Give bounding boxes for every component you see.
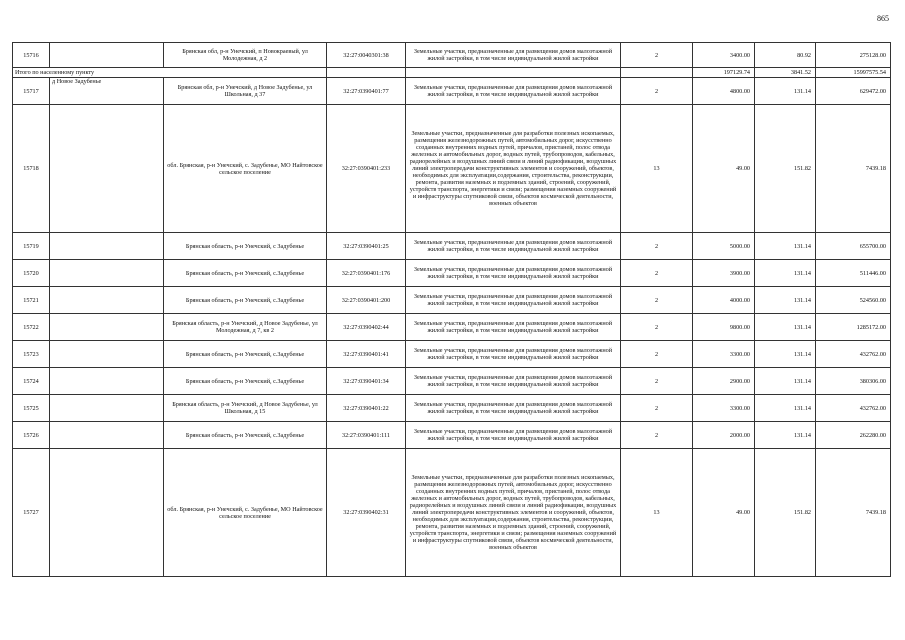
address-cell: Брянская область, р-н Унечский, с.Задубенье (164, 368, 327, 395)
address-cell: Брянская обл, р-н Унечский, п Новокраевый, ул Молодежная, д 2 (164, 43, 327, 68)
cadastral-number: 32:27:0390401:200 (327, 287, 406, 314)
row-number: 15725 (13, 395, 50, 422)
land-use-description: Земельные участки, предназначенные для размещения домов малоэтажной жилой застройки, в том числе индивидуальной жилой застройки (406, 233, 621, 260)
cadastral-number: 32:27:0390401:25 (327, 233, 406, 260)
use-group-code: 2 (621, 368, 693, 395)
address-cell: Брянская область, р-н Унечский, с.Задубенье (164, 422, 327, 449)
table-row (13, 449, 891, 577)
cadastral-value-cell: 432762.00 (816, 395, 891, 422)
row-number: 15716 (13, 43, 50, 68)
table-row (13, 233, 891, 260)
cadastral-number: 32:27:0390401:111 (327, 422, 406, 449)
cadastral-value-cell: 262280.00 (816, 422, 891, 449)
area-cell: 49.00 (693, 105, 755, 233)
table-row (13, 341, 891, 368)
land-use-description: Земельные участки, предназначенные для размещения домов малоэтажной жилой застройки, в том числе индивидуальной жилой застройки (406, 314, 621, 341)
use-group-code: 13 (621, 449, 693, 577)
cadastral-value-cell: 275128.00 (816, 43, 891, 68)
cadastral-number: 32:27:0040301:38 (327, 43, 406, 68)
use-group-code: 2 (621, 78, 693, 105)
cadastral-number: 32:27:0390402:44 (327, 314, 406, 341)
area-cell: 2900.00 (693, 368, 755, 395)
specific-value-cell: 131.14 (755, 233, 816, 260)
address-cell: Брянская область, р-н Унечский, с Задубенье (164, 233, 327, 260)
use-group-code: 2 (621, 287, 693, 314)
area-cell: 3400.00 (693, 43, 755, 68)
row-number: 15719 (13, 233, 50, 260)
row-number: 15717 (13, 78, 50, 105)
subtotal-label: Итого по населенному пункту (13, 68, 327, 78)
land-use-description: Земельные участки, предназначенные для разработки полезных ископаемых, размещения железнодорожных путей, автомобильных дорог, искусственно созданных внутренних водных путей, причалов, пристаней, полос отвода железных и автомобильных дорог, водных путей, трубопроводов, кабельных, радиорелейных и воздушных линий связи и линий радиофикации, воздушных линий электропередачи конструктивных элементов и сооружений, объектов, необходимых для эксплуатации,содержания, строительства, реконструкции, ремонта, развития наземных и подземных зданий, строений, сооружений, устройств транспорта, энергетики и связи; размещения наземных сооружений и инфраструктуры спутниковой связи, объектов космической деятельности, военных объектов (406, 105, 621, 233)
row-number: 15727 (13, 449, 50, 577)
locality-cell (50, 395, 164, 422)
cadastral-number: 32:27:0390401:41 (327, 341, 406, 368)
address-cell: Брянская область, р-н Унечский, д Новое Задубенье, ул Молодежная, д 7, кв 2 (164, 314, 327, 341)
specific-value-cell: 131.14 (755, 260, 816, 287)
locality-cell: д Новое Задубенье (50, 78, 164, 105)
specific-value-cell: 131.14 (755, 341, 816, 368)
subtotal-area: 197129.74 (693, 68, 755, 78)
address-cell: Брянская область, р-н Унечский, с.Задубенье (164, 287, 327, 314)
subtotal-specific-value: 3841.52 (755, 68, 816, 78)
row-number: 15721 (13, 287, 50, 314)
table-row (13, 422, 891, 449)
locality-cell (50, 341, 164, 368)
area-cell: 3300.00 (693, 395, 755, 422)
subtotal-row (13, 68, 891, 78)
table-row (13, 260, 891, 287)
cadastral-value-cell: 7439.18 (816, 449, 891, 577)
locality-cell (50, 422, 164, 449)
area-cell: 5000.00 (693, 233, 755, 260)
specific-value-cell: 80.92 (755, 43, 816, 68)
address-cell: Брянская область, р-н Унечский, д Новое Задубенье, ул Школьная, д 15 (164, 395, 327, 422)
area-cell: 3900.00 (693, 260, 755, 287)
specific-value-cell: 131.14 (755, 78, 816, 105)
land-use-description: Земельные участки, предназначенные для размещения домов малоэтажной жилой застройки, в том числе индивидуальной жилой застройки (406, 287, 621, 314)
row-number: 15722 (13, 314, 50, 341)
table-row (13, 395, 891, 422)
locality-cell (50, 368, 164, 395)
locality-cell (50, 314, 164, 341)
locality-cell (50, 43, 164, 68)
address-cell: обл. Брянская, р-н Унечский, с. Задубенье, МО Найтовское сельское поселение (164, 449, 327, 577)
table-row (13, 105, 891, 233)
land-use-description: Земельные участки, предназначенные для размещения домов малоэтажной жилой застройки, в том числе индивидуальной жилой застройки (406, 395, 621, 422)
address-cell: Брянская область, р-н Унечский, с.Задубенье (164, 341, 327, 368)
area-cell: 4800.00 (693, 78, 755, 105)
land-use-description: Земельные участки, предназначенные для разработки полезных ископаемых, размещения железнодорожных путей, автомобильных дорог, искусственно созданных внутренних водных путей, причалов, пристаней, полос отвода железных и автомобильных дорог, водных путей, трубопроводов, кабельных, радиорелейных и воздушных линий связи и линий радиофикации, воздушных линий электропередачи конструктивных элементов и сооружений, объектов, необходимых для эксплуатации,содержания, строительства, реконструкции, ремонта, развития наземных и подземных зданий, строений, сооружений, устройств транспорта, энергетики и связи; размещения наземных сооружений и инфраструктуры спутниковой связи, объектов космической деятельности, военных объектов (406, 449, 621, 577)
row-number: 15718 (13, 105, 50, 233)
cadastral-number: 32:27:0390401:34 (327, 368, 406, 395)
locality-cell (50, 260, 164, 287)
address-cell: обл. Брянская, р-н Унечский, с. Задубенье, МО Найтовское сельское поселение (164, 105, 327, 233)
address-cell: Брянская обл, р-н Унечский, д Новое Задубенье, ул Школьная, д 37 (164, 78, 327, 105)
locality-cell (50, 287, 164, 314)
row-number: 15720 (13, 260, 50, 287)
area-cell: 49.00 (693, 449, 755, 577)
row-number: 15726 (13, 422, 50, 449)
land-use-description: Земельные участки, предназначенные для размещения домов малоэтажной жилой застройки, в том числе индивидуальной жилой застройки (406, 368, 621, 395)
specific-value-cell: 131.14 (755, 314, 816, 341)
specific-value-cell: 131.14 (755, 287, 816, 314)
cadastral-number: 32:27:0390401:22 (327, 395, 406, 422)
use-group-code: 13 (621, 105, 693, 233)
land-use-description: Земельные участки, предназначенные для размещения домов малоэтажной жилой застройки, в том числе индивидуальной жилой застройки (406, 341, 621, 368)
table-row (13, 78, 891, 105)
area-cell: 3300.00 (693, 341, 755, 368)
table-row (13, 314, 891, 341)
cadastral-value-cell: 7439.18 (816, 105, 891, 233)
use-group-code: 2 (621, 422, 693, 449)
area-cell: 9800.00 (693, 314, 755, 341)
locality-cell (50, 105, 164, 233)
cadastral-value-table (12, 42, 891, 577)
locality-cell (50, 449, 164, 577)
table-row (13, 368, 891, 395)
area-cell: 4000.00 (693, 287, 755, 314)
address-cell: Брянская область, р-н Унечский, с.Задубенье (164, 260, 327, 287)
specific-value-cell: 151.82 (755, 449, 816, 577)
land-use-description: Земельные участки, предназначенные для размещения домов малоэтажной жилой застройки, в том числе индивидуальной жилой застройки (406, 43, 621, 68)
subtotal-cadastral-value: 15997575.54 (816, 68, 891, 78)
use-group-code: 2 (621, 43, 693, 68)
specific-value-cell: 151.82 (755, 105, 816, 233)
cadastral-value-cell: 511446.00 (816, 260, 891, 287)
cadastral-number: 32:27:0390401:233 (327, 105, 406, 233)
use-group-code: 2 (621, 341, 693, 368)
land-use-description: Земельные участки, предназначенные для размещения домов малоэтажной жилой застройки, в том числе индивидуальной жилой застройки (406, 422, 621, 449)
use-group-code: 2 (621, 233, 693, 260)
table-row (13, 287, 891, 314)
row-number: 15724 (13, 368, 50, 395)
cadastral-value-cell: 380306.00 (816, 368, 891, 395)
use-group-code: 2 (621, 260, 693, 287)
cadastral-value-cell: 1285172.00 (816, 314, 891, 341)
specific-value-cell: 131.14 (755, 422, 816, 449)
cadastral-number: 32:27:0390401:77 (327, 78, 406, 105)
use-group-code: 2 (621, 395, 693, 422)
cadastral-value-cell: 655700.00 (816, 233, 891, 260)
specific-value-cell: 131.14 (755, 368, 816, 395)
cadastral-value-cell: 524560.00 (816, 287, 891, 314)
row-number: 15723 (13, 341, 50, 368)
cadastral-number: 32:27:0390402:31 (327, 449, 406, 577)
cadastral-value-cell: 629472.00 (816, 78, 891, 105)
area-cell: 2000.00 (693, 422, 755, 449)
cadastral-number: 32:27:0390401:176 (327, 260, 406, 287)
land-use-description: Земельные участки, предназначенные для размещения домов малоэтажной жилой застройки, в том числе индивидуальной жилой застройки (406, 260, 621, 287)
page-number: 865 (877, 14, 889, 23)
cadastral-value-cell: 432762.00 (816, 341, 891, 368)
land-use-description: Земельные участки, предназначенные для размещения домов малоэтажной жилой застройки, в том числе индивидуальной жилой застройки (406, 78, 621, 105)
specific-value-cell: 131.14 (755, 395, 816, 422)
use-group-code: 2 (621, 314, 693, 341)
locality-cell (50, 233, 164, 260)
table-row (13, 43, 891, 68)
